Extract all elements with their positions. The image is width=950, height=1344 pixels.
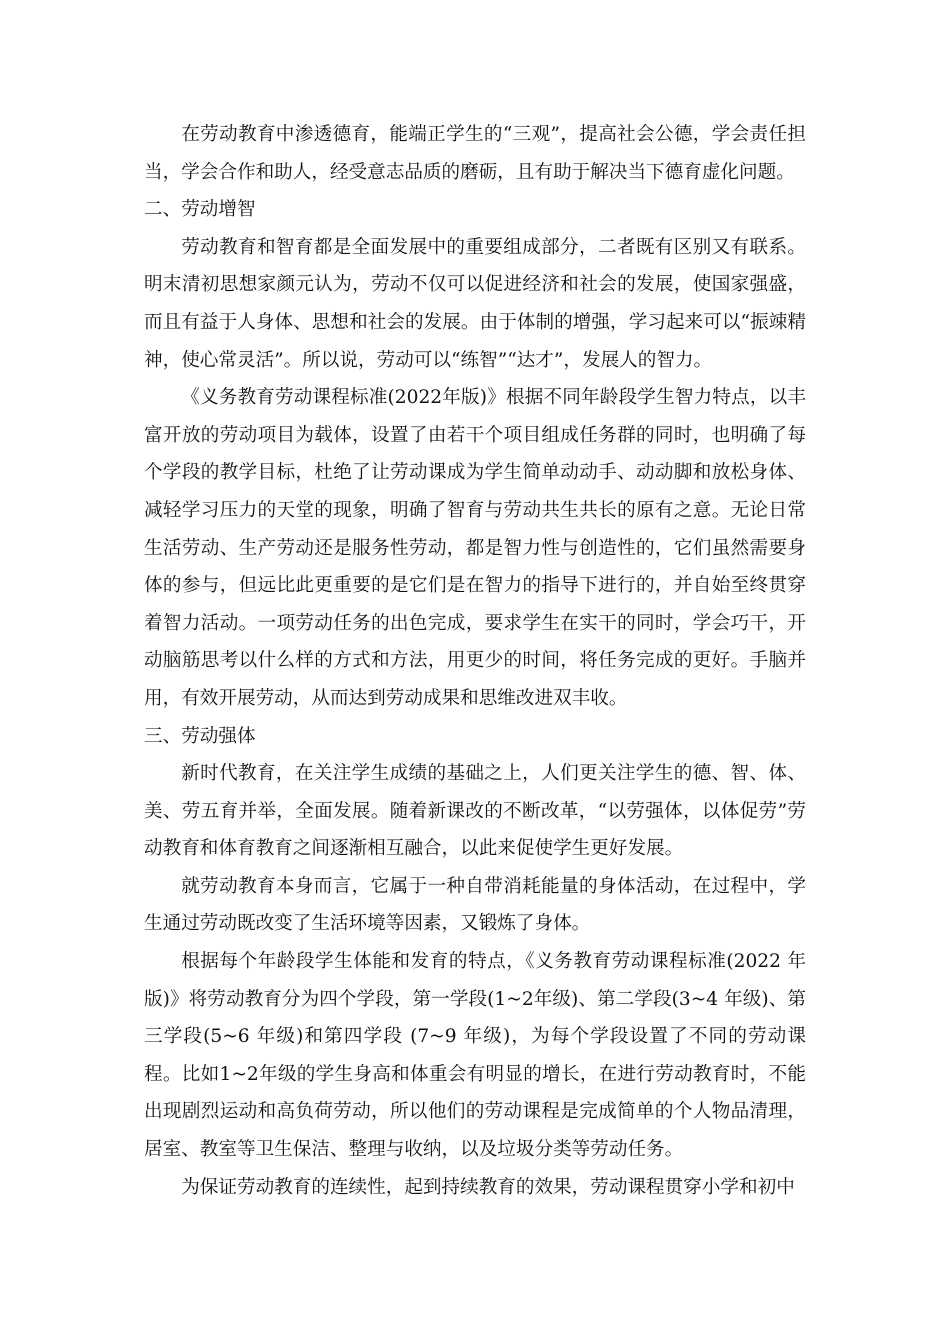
paragraph-new-era-education: 新时代教育，在关注学生成绩的基础之上，人们更关注学生的德、智、体、美、劳五育并举，全面发展。随着新课改的不断改革，“以劳强体，以体促劳”劳动教育和体育教育之间逐渐相互融合，以此来促使学生更好发展。 [144,763,806,860]
paragraph-moral-education: 在劳动教育中渗透德育，能端正学生的“三观”，提高社会公德，学会责任担当，学会合作和助人，经受意志品质的磨砺，且有助于解决当下德育虚化问题。 [144,124,806,183]
paragraph-labor-intellect-intro: 劳动教育和智育都是全面发展中的重要组成部分，二者既有区别又有联系。明末清初思想家颜元认为，劳动不仅可以促进经济和社会的发展，使国家强盛，而且有益于人身体、思想和社会的发展。由于体制的增强，学习起来可以“振竦精神，使心常灵活”。所以说，劳动可以“练智”“达才”，发展人的智力。 [144,236,806,371]
section-heading-labor-physique: 三、劳动强体 [144,725,256,747]
paragraph-labor-body-activity: 就劳动教育本身而言，它属于一种自带消耗能量的身体活动，在过程中，学生通过劳动既改变了生活环境等因素，又锻炼了身体。 [144,875,806,935]
paragraph-learning-stages: 根据每个年龄段学生体能和发育的特点，《义务教育劳动课程标准(2022 年版)》将劳动教育分为四个学段，第一学段(1~2年级)、第二学段(3~4 年级)、第三学段(5~6 年级)和第四学段 (7~9 年级)，为每个学段设置了不同的劳动课程。比如1~2年级的学生身高和体重会有明显的增长，在进行劳动教育时，不能出现剧烈运动和高负荷劳动，所以他们的劳动课程是完成简单的个人物品清理，居室、教室等卫生保洁、整理与收纳，以及垃圾分类等劳动任务。 [144,951,806,1161]
paragraph-curriculum-standard-intellect: 《义务教育劳动课程标准(2022年版)》根据不同年龄段学生智力特点，以丰富开放的劳动项目为载体，设置了由若干个项目组成任务群的同时，也明确了每个学段的教学目标，杜绝了让劳动课成为学生简单动动手、动动脚和放松身体、减轻学习压力的天堂的现象，明确了智育与劳动共生共长的原有之意。无论日常生活劳动、生产劳动还是服务性劳动，都是智力性与创造性的，它们虽然需要身体的参与，但远比此更重要的是它们是在智力的指导下进行的，并自始至终贯穿着智力活动。一项劳动任务的出色完成，要求学生在实干的同时，学会巧干，开动脑筋思考以什么样的方式和方法，用更少的时间，将任务完成的更好。手脑并用，有效开展劳动，从而达到劳动成果和思维改进双丰收。 [144,387,806,709]
document-page [144,116,806,1206]
paragraph-continuity: 为保证劳动教育的连续性，起到持续教育的效果，劳动课程贯穿小学和初中 [181,1176,795,1198]
section-heading-labor-intellect: 二、劳动增智 [144,199,256,221]
